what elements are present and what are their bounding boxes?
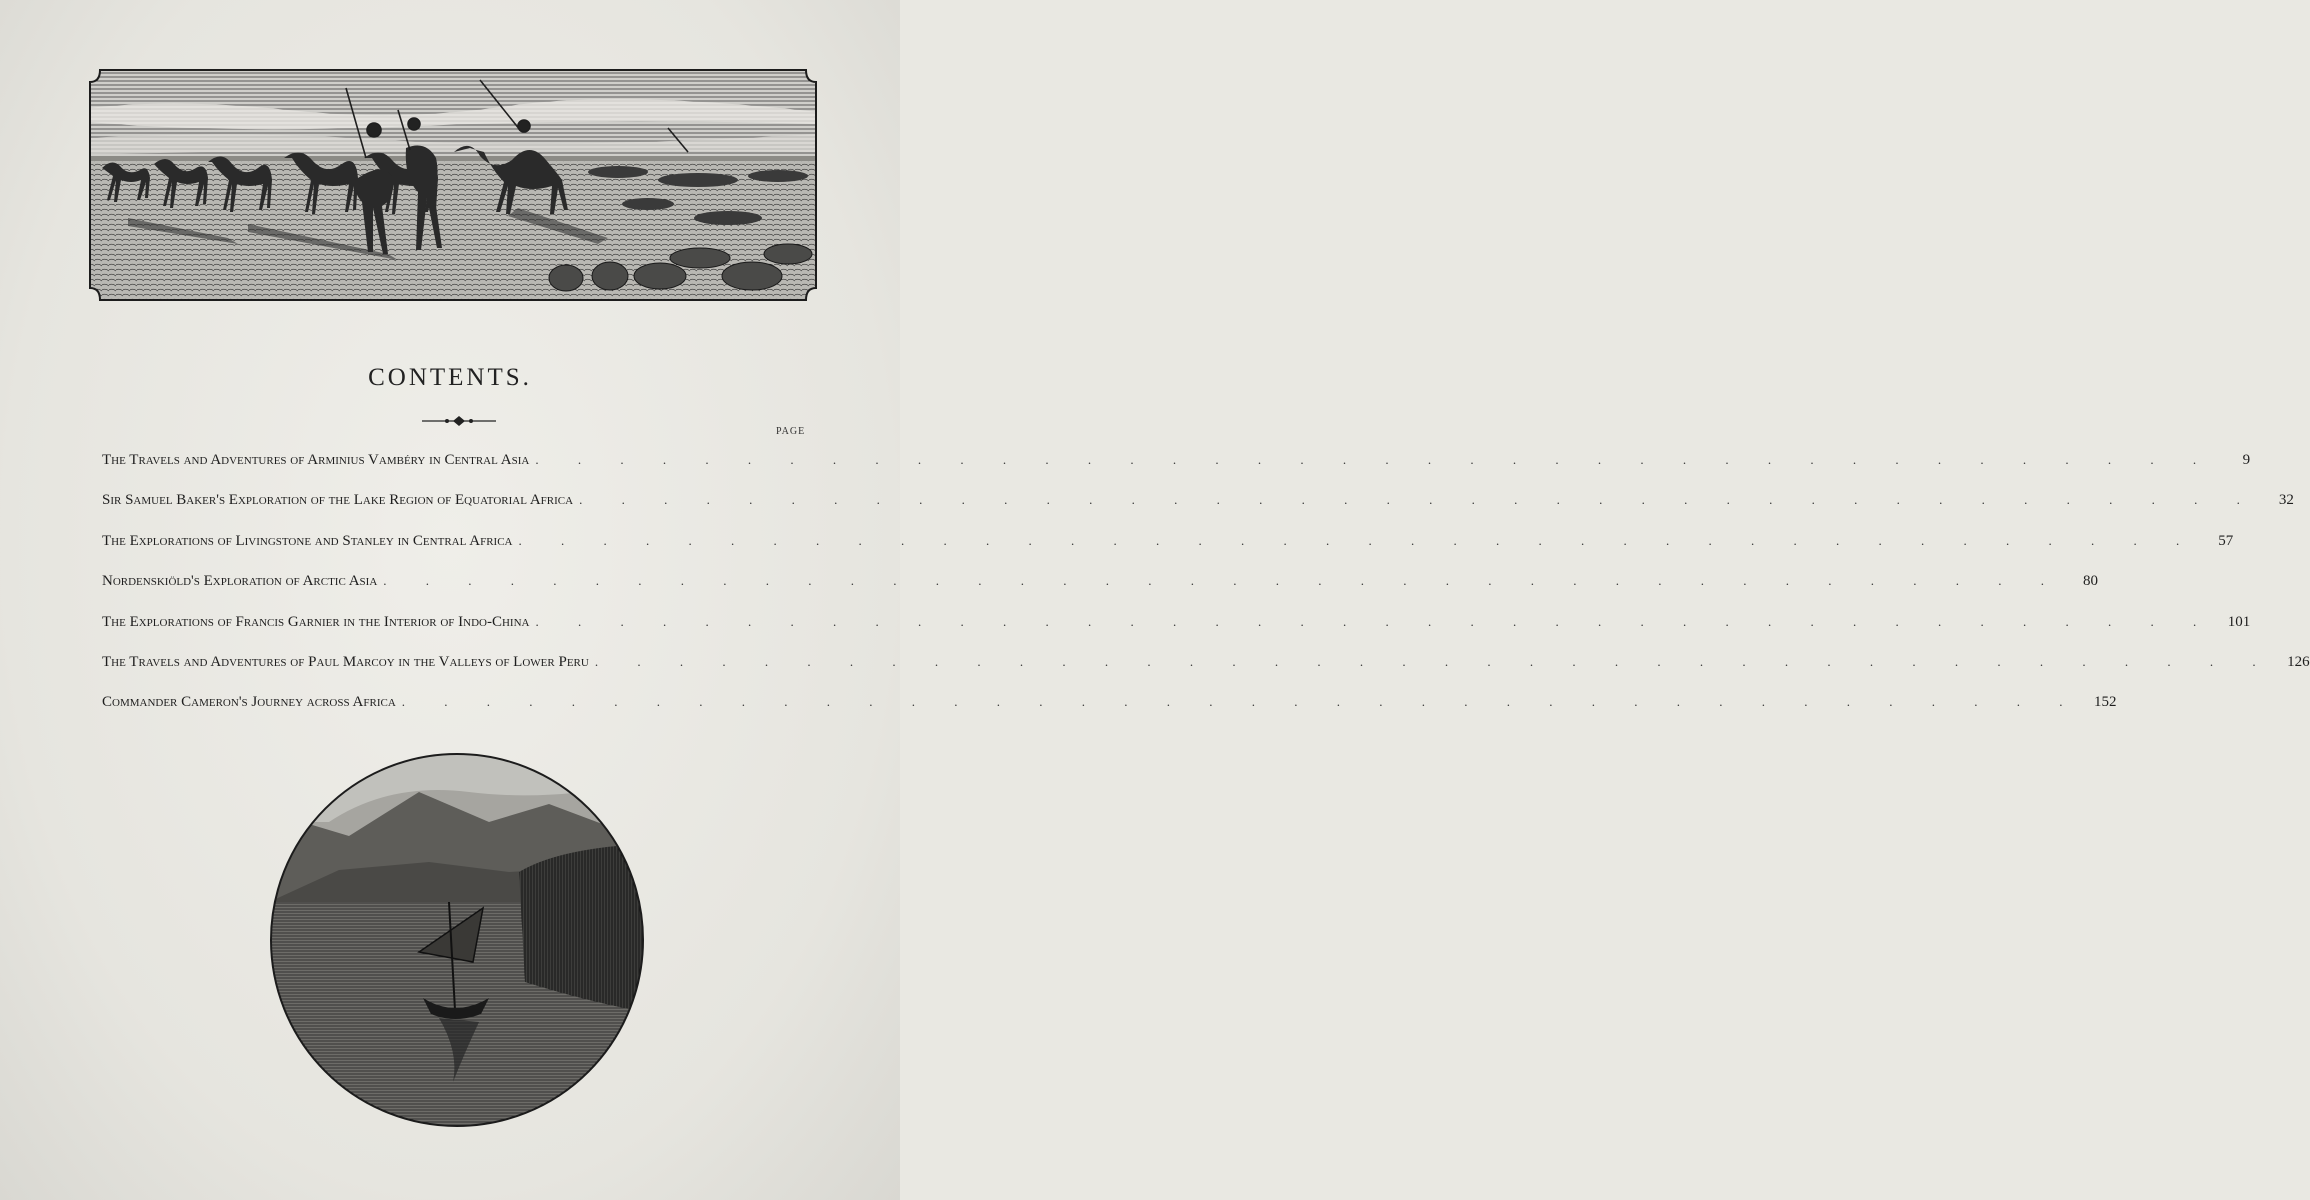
contents-heading: CONTENTS. (368, 364, 532, 391)
entry-page-number: 9 (2242, 452, 2251, 468)
entry-page-number: 152 (2094, 694, 2117, 711)
dot-leader: . . . . . . . . . . . . . . . . . . . . . . . . . . . . . . . . . . . . . . . . (383, 573, 2063, 589)
entry-page-number: 126 (2287, 653, 2310, 670)
contents-entry (102, 694, 2117, 734)
lake-boat-vignette (269, 752, 645, 1128)
caravan-engraving (88, 68, 818, 302)
entry-title: The Explorations of Francis Garnier in the Interior of Indo-China (102, 613, 530, 630)
contents-entry (102, 653, 2310, 694)
entry-page-number: 57 (2218, 532, 2234, 549)
entry-page-number: 80 (2083, 573, 2099, 590)
contents-entry (102, 492, 2294, 532)
dot-leader: . . . . . . . . . . . . . . . . . . . . . . . . . . . . . . . . . . . . . . . . (535, 613, 2215, 629)
entry-title: The Travels and Adventures of Arminius Vambéry in Central Asia (102, 452, 530, 468)
dot-leader: . . . . . . . . . . . . . . . . . . . . . . . . . . . . . . . . . . . . . . . . (401, 694, 2081, 710)
heading-ornament (420, 414, 498, 428)
entry-title: Nordenskiöld's Exploration of Arctic Asia (102, 573, 378, 590)
contents-list (102, 452, 2310, 735)
entry-page-number: 32 (2278, 492, 2294, 509)
dot-leader: . . . . . . . . . . . . . . . . . . . . . . . . . . . . . . . . . . . . . . . . (579, 492, 2258, 508)
contents-entry (102, 613, 2251, 654)
contents-entry (102, 573, 2099, 613)
entry-title: Sir Samuel Baker's Exploration of the Lake Region of Equatorial Africa (102, 492, 574, 509)
entry-title: The Travels and Adventures of Paul Marcoy in the Valleys of Lower Peru (102, 653, 589, 670)
dot-leader: . . . . . . . . . . . . . . . . . . . . . . . . . . . . . . . . . . . . . . . . (518, 532, 2198, 548)
entry-title: The Explorations of Livingstone and Stanley in Central Africa (102, 532, 513, 549)
contents-entry (102, 532, 2234, 573)
entry-page-number: 101 (2227, 613, 2251, 630)
dot-leader: . . . . . . . . . . . . . . . . . . . . . . . . . . . . . . . . . . . . . . . . (594, 653, 2274, 669)
page-column-label: PAGE (776, 426, 806, 437)
contents-entry (102, 452, 2251, 492)
entry-title: Commander Cameron's Journey across Africa (102, 694, 396, 711)
dot-leader: . . . . . . . . . . . . . . . . . . . . . . . . . . . . . . . . . . . . . . . . (535, 452, 2215, 467)
